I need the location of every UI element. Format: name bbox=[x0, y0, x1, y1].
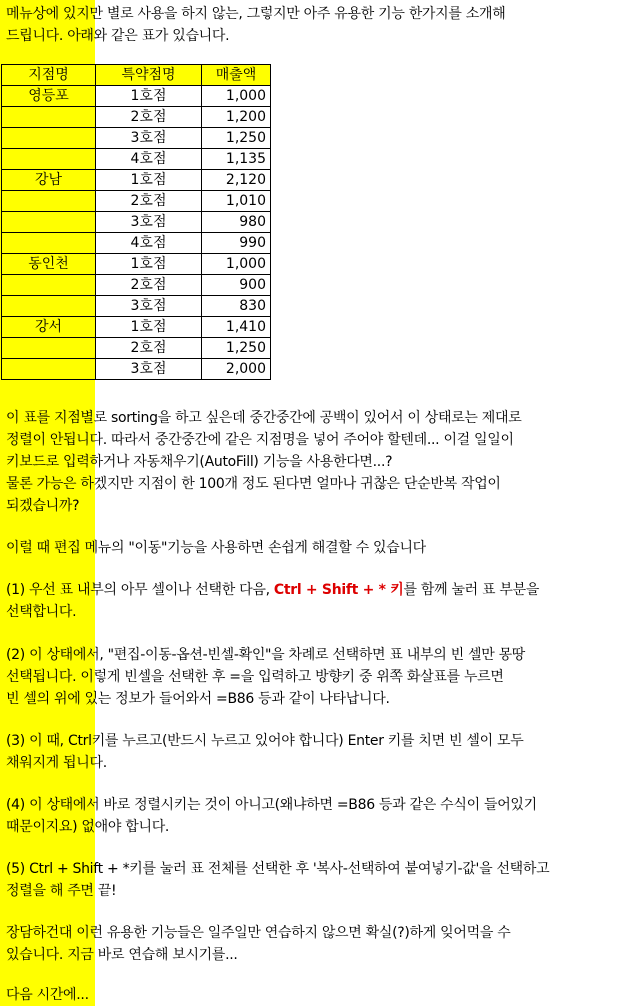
table-row bbox=[2, 338, 271, 359]
cell-store[interactable]: 1호점 bbox=[96, 170, 202, 191]
cell-sales[interactable]: 830 bbox=[202, 296, 271, 317]
cell-store[interactable]: 1호점 bbox=[96, 317, 202, 338]
cell-store[interactable]: 1호점 bbox=[96, 254, 202, 275]
para2: 이럴 때 편집 메뉴의 "이동"기능을 사용하면 손쉽게 해결할 수 있습니다 bbox=[6, 540, 426, 556]
step3-line-2: 채워지게 됩니다. bbox=[6, 755, 107, 771]
step3-line-1: (3) 이 때, Ctrl키를 누르고(반드시 누르고 있어야 합니다) Enter 키를 치면 빈 셀이 모두 bbox=[6, 733, 524, 749]
cell-store[interactable]: 2호점 bbox=[96, 275, 202, 296]
table-row bbox=[2, 296, 271, 317]
cell-sales[interactable]: 1,250 bbox=[202, 128, 271, 149]
para1-line-1: 이 표를 지점별로 sorting을 하고 싶은데 중간중간에 공백이 있어서 이 상태로는 제대로 bbox=[6, 410, 522, 426]
cell-sales[interactable]: 1,410 bbox=[202, 317, 271, 338]
cell-branch[interactable] bbox=[2, 191, 96, 212]
step1-text-end: 를 함께 눌러 표 부분을 bbox=[403, 582, 540, 598]
cell-store[interactable]: 2호점 bbox=[96, 107, 202, 128]
intro-line-2: 드립니다. 아래와 같은 표가 있습니다. bbox=[6, 28, 230, 44]
cell-sales[interactable]: 1,250 bbox=[202, 338, 271, 359]
cell-branch[interactable] bbox=[2, 128, 96, 149]
cell-sales[interactable]: 1,010 bbox=[202, 191, 271, 212]
cell-branch[interactable] bbox=[2, 359, 96, 380]
para1-line-2: 정렬이 안됩니다. 따라서 중간중간에 같은 지점명을 넣어 주어야 할텐데... 이걸 일일이 bbox=[6, 432, 514, 448]
step1-text: (1) 우선 표 내부의 아무 셀이나 선택한 다음, bbox=[6, 582, 274, 598]
cell-sales[interactable]: 1,135 bbox=[202, 149, 271, 170]
para1-line-5: 되겠습니까? bbox=[6, 498, 80, 514]
table-row bbox=[2, 128, 271, 149]
sales-table bbox=[1, 64, 271, 380]
table-row bbox=[2, 212, 271, 233]
table-row bbox=[2, 275, 271, 296]
table-row bbox=[2, 359, 271, 380]
para1-line-3: 키보드로 입력하거나 자동채우기(AutoFill) 기능을 사용한다면...? bbox=[6, 454, 393, 470]
table-row bbox=[2, 233, 271, 254]
intro-line-1: 메뉴상에 있지만 별로 사용을 하지 않는, 그렇지만 아주 유용한 기능 한가지를 소개해 bbox=[6, 6, 506, 22]
cell-branch[interactable] bbox=[2, 107, 96, 128]
cell-branch[interactable]: 강남 bbox=[2, 170, 96, 191]
cell-sales[interactable]: 1,200 bbox=[202, 107, 271, 128]
cell-branch[interactable]: 영등포 bbox=[2, 86, 96, 107]
table-row bbox=[2, 86, 271, 107]
header-branch[interactable]: 지점명 bbox=[2, 65, 96, 86]
cell-sales[interactable]: 990 bbox=[202, 233, 271, 254]
cell-branch[interactable] bbox=[2, 149, 96, 170]
cell-branch[interactable] bbox=[2, 296, 96, 317]
step2-line-1: (2) 이 상태에서, "편집-이동-옵션-빈셀-확인"을 차례로 선택하면 표 내부의 빈 셀만 몽땅 bbox=[6, 647, 526, 663]
header-sales[interactable]: 매출액 bbox=[202, 65, 271, 86]
cell-store[interactable]: 3호점 bbox=[96, 359, 202, 380]
table-header-row bbox=[2, 65, 271, 86]
table-row bbox=[2, 170, 271, 191]
cell-branch[interactable]: 동인천 bbox=[2, 254, 96, 275]
header-store[interactable]: 특약점명 bbox=[96, 65, 202, 86]
table-row bbox=[2, 254, 271, 275]
cell-store[interactable]: 4호점 bbox=[96, 233, 202, 254]
shortcut-highlight: Ctrl + Shift + * 키 bbox=[273, 582, 404, 598]
step2-line-2: 선택됩니다. 이렇게 빈셀을 선택한 후 =을 입력하고 방향키 중 위쪽 화살표를 누르면 bbox=[6, 669, 504, 685]
cell-sales[interactable]: 900 bbox=[202, 275, 271, 296]
cell-store[interactable]: 3호점 bbox=[96, 296, 202, 317]
step4-line-1: (4) 이 상태에서 바로 정렬시키는 것이 아니고(왜냐하면 =B86 등과 같은 수식이 들어있기 bbox=[6, 797, 537, 813]
cell-sales[interactable]: 1,000 bbox=[202, 254, 271, 275]
cell-store[interactable]: 3호점 bbox=[96, 212, 202, 233]
table-row bbox=[2, 149, 271, 170]
step5-line-2: 정렬을 해 주면 끝! bbox=[6, 883, 117, 899]
table-row bbox=[2, 317, 271, 338]
closing-line: 다음 시간에... bbox=[6, 987, 89, 1003]
cell-store[interactable]: 2호점 bbox=[96, 338, 202, 359]
step5-line-1: (5) Ctrl + Shift + *키를 눌러 표 전체를 선택한 후 '복사-선택하여 붙여넣기-값'을 선택하고 bbox=[6, 861, 550, 877]
cell-branch[interactable] bbox=[2, 212, 96, 233]
cell-branch[interactable] bbox=[2, 338, 96, 359]
step1-line-1 bbox=[6, 579, 539, 601]
cell-sales[interactable]: 2,120 bbox=[202, 170, 271, 191]
cell-store[interactable]: 4호점 bbox=[96, 149, 202, 170]
cell-store[interactable]: 1호점 bbox=[96, 86, 202, 107]
cell-branch[interactable] bbox=[2, 233, 96, 254]
cell-sales[interactable]: 1,000 bbox=[202, 86, 271, 107]
cell-sales[interactable]: 2,000 bbox=[202, 359, 271, 380]
cell-store[interactable]: 2호점 bbox=[96, 191, 202, 212]
step1-line-2: 선택합니다. bbox=[6, 604, 77, 620]
table-row bbox=[2, 191, 271, 212]
cell-branch[interactable] bbox=[2, 275, 96, 296]
para1-line-4: 물론 가능은 하겠지만 지점이 한 100개 정도 된다면 얼마나 귀찮은 단순반복 작업이 bbox=[6, 476, 501, 492]
table-row bbox=[2, 107, 271, 128]
step2-line-3: 빈 셀의 위에 있는 정보가 들어와서 =B86 등과 같이 나타납니다. bbox=[6, 691, 390, 707]
para3-line-2: 있습니다. 지금 바로 연습해 보시기를... bbox=[6, 947, 238, 963]
cell-branch[interactable]: 강서 bbox=[2, 317, 96, 338]
para3-line-1: 장담하건대 이런 유용한 기능들은 일주일만 연습하지 않으면 확실(?)하게 잊어먹을 수 bbox=[6, 925, 511, 941]
step4-line-2: 때문이지요) 없애야 합니다. bbox=[6, 819, 170, 835]
cell-store[interactable]: 3호점 bbox=[96, 128, 202, 149]
cell-sales[interactable]: 980 bbox=[202, 212, 271, 233]
